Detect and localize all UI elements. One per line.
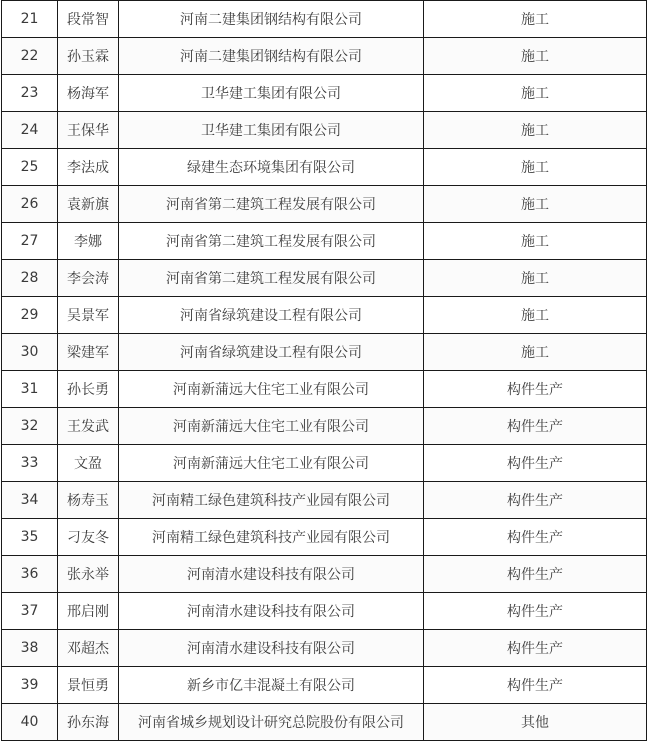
row-number-cell: 28 xyxy=(2,260,58,297)
row-number-cell: 24 xyxy=(2,112,58,149)
row-number-cell: 40 xyxy=(2,704,58,741)
company-cell: 卫华建工集团有限公司 xyxy=(119,112,424,149)
category-cell: 施工 xyxy=(424,186,647,223)
row-number-cell: 34 xyxy=(2,482,58,519)
category-cell: 施工 xyxy=(424,334,647,371)
category-cell: 其他 xyxy=(424,704,647,741)
person-name-cell: 景恒勇 xyxy=(58,667,119,704)
person-name-cell: 段常智 xyxy=(58,1,119,38)
row-number-cell: 21 xyxy=(2,1,58,38)
company-cell: 河南省第二建筑工程发展有限公司 xyxy=(119,223,424,260)
category-cell: 施工 xyxy=(424,1,647,38)
category-cell: 施工 xyxy=(424,112,647,149)
person-name-cell: 梁建军 xyxy=(58,334,119,371)
category-cell: 构件生产 xyxy=(424,482,647,519)
person-name-cell: 李会涛 xyxy=(58,260,119,297)
table-row xyxy=(2,149,647,186)
row-number-cell: 23 xyxy=(2,75,58,112)
table-row xyxy=(2,186,647,223)
person-name-cell: 袁新旗 xyxy=(58,186,119,223)
table-row xyxy=(2,593,647,630)
person-name-cell: 邓超杰 xyxy=(58,630,119,667)
person-name-cell: 吴景军 xyxy=(58,297,119,334)
company-cell: 河南省城乡规划设计研究总院股份有限公司 xyxy=(119,704,424,741)
table-row xyxy=(2,297,647,334)
table-row xyxy=(2,630,647,667)
table-row xyxy=(2,223,647,260)
category-cell: 构件生产 xyxy=(424,519,647,556)
table-row xyxy=(2,519,647,556)
company-cell: 绿建生态环境集团有限公司 xyxy=(119,149,424,186)
company-cell: 河南新蒲远大住宅工业有限公司 xyxy=(119,408,424,445)
person-name-cell: 王保华 xyxy=(58,112,119,149)
person-name-cell: 刁友冬 xyxy=(58,519,119,556)
table-row xyxy=(2,445,647,482)
category-cell: 施工 xyxy=(424,149,647,186)
row-number-cell: 26 xyxy=(2,186,58,223)
row-number-cell: 33 xyxy=(2,445,58,482)
category-cell: 施工 xyxy=(424,75,647,112)
table-row xyxy=(2,112,647,149)
company-cell: 河南清水建设科技有限公司 xyxy=(119,593,424,630)
category-cell: 施工 xyxy=(424,260,647,297)
person-name-cell: 孙玉霖 xyxy=(58,38,119,75)
row-number-cell: 38 xyxy=(2,630,58,667)
company-cell: 卫华建工集团有限公司 xyxy=(119,75,424,112)
company-cell: 河南二建集团钢结构有限公司 xyxy=(119,38,424,75)
category-cell: 构件生产 xyxy=(424,667,647,704)
person-name-cell: 王发武 xyxy=(58,408,119,445)
company-cell: 河南二建集团钢结构有限公司 xyxy=(119,1,424,38)
category-cell: 施工 xyxy=(424,38,647,75)
row-number-cell: 22 xyxy=(2,38,58,75)
person-name-cell: 杨海军 xyxy=(58,75,119,112)
person-name-cell: 文盈 xyxy=(58,445,119,482)
table-row xyxy=(2,38,647,75)
table-row xyxy=(2,75,647,112)
company-cell: 河南新蒲远大住宅工业有限公司 xyxy=(119,371,424,408)
table-row xyxy=(2,667,647,704)
person-name-cell: 杨寿玉 xyxy=(58,482,119,519)
person-name-cell: 李娜 xyxy=(58,223,119,260)
category-cell: 施工 xyxy=(424,223,647,260)
category-cell: 施工 xyxy=(424,297,647,334)
row-number-cell: 37 xyxy=(2,593,58,630)
category-cell: 构件生产 xyxy=(424,371,647,408)
row-number-cell: 39 xyxy=(2,667,58,704)
row-number-cell: 35 xyxy=(2,519,58,556)
category-cell: 构件生产 xyxy=(424,593,647,630)
table-row xyxy=(2,334,647,371)
row-number-cell: 27 xyxy=(2,223,58,260)
person-name-cell: 孙长勇 xyxy=(58,371,119,408)
company-cell: 河南省第二建筑工程发展有限公司 xyxy=(119,260,424,297)
row-number-cell: 29 xyxy=(2,297,58,334)
table-row xyxy=(2,556,647,593)
row-number-cell: 30 xyxy=(2,334,58,371)
row-number-cell: 32 xyxy=(2,408,58,445)
company-cell: 新乡市亿丰混凝土有限公司 xyxy=(119,667,424,704)
company-cell: 河南新蒲远大住宅工业有限公司 xyxy=(119,445,424,482)
company-cell: 河南精工绿色建筑科技产业园有限公司 xyxy=(119,482,424,519)
row-number-cell: 25 xyxy=(2,149,58,186)
company-cell: 河南省第二建筑工程发展有限公司 xyxy=(119,186,424,223)
person-name-cell: 李法成 xyxy=(58,149,119,186)
company-cell: 河南省绿筑建设工程有限公司 xyxy=(119,334,424,371)
table-row xyxy=(2,408,647,445)
person-name-cell: 孙东海 xyxy=(58,704,119,741)
table-body xyxy=(2,1,647,741)
table-row xyxy=(2,260,647,297)
row-number-cell: 31 xyxy=(2,371,58,408)
table-row xyxy=(2,704,647,741)
table-row xyxy=(2,371,647,408)
company-cell: 河南清水建设科技有限公司 xyxy=(119,556,424,593)
person-name-cell: 邢启刚 xyxy=(58,593,119,630)
category-cell: 构件生产 xyxy=(424,630,647,667)
category-cell: 构件生产 xyxy=(424,556,647,593)
row-number-cell: 36 xyxy=(2,556,58,593)
personnel-table xyxy=(1,0,647,741)
person-name-cell: 张永举 xyxy=(58,556,119,593)
table-row xyxy=(2,1,647,38)
company-cell: 河南精工绿色建筑科技产业园有限公司 xyxy=(119,519,424,556)
company-cell: 河南省绿筑建设工程有限公司 xyxy=(119,297,424,334)
category-cell: 构件生产 xyxy=(424,408,647,445)
table-row xyxy=(2,482,647,519)
category-cell: 构件生产 xyxy=(424,445,647,482)
company-cell: 河南清水建设科技有限公司 xyxy=(119,630,424,667)
